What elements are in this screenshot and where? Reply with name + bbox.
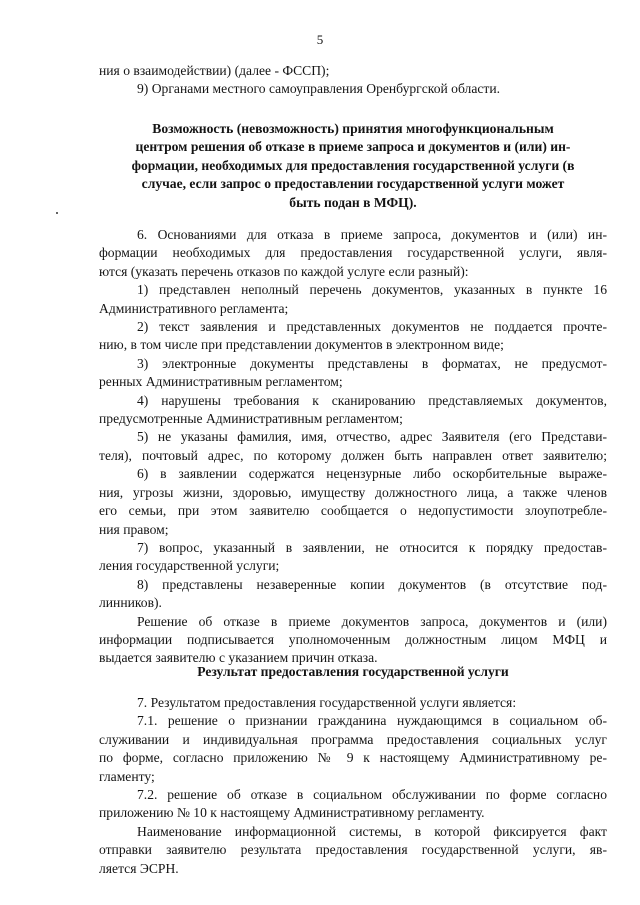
heading-line: быть подан в МФЦ). <box>289 194 417 210</box>
text-line: формации необходимых для предоставления государственной услуги, явля- <box>99 245 607 261</box>
text-line: информации подписывается уполномоченным должностным лицом МФЦ и <box>99 631 607 647</box>
text-line: 7. Результатом предоставления государственной услуги является: <box>137 695 517 710</box>
heading-line: формации, необходимых для предоставления государственной услуги (в <box>131 157 575 173</box>
text-line: служивании и индивидуальная программа предоставления социальных услуг <box>99 731 607 747</box>
text-line: гламенту; <box>99 768 155 784</box>
text-line: приложению № 10 к настоящему Административному регламенту. <box>99 805 485 821</box>
text-line: Административного регламента; <box>99 300 289 316</box>
page-number: 5 <box>316 32 324 47</box>
list-item-7: 7) вопрос, указанный в заявлении, не относится к порядку предостав- <box>137 539 607 555</box>
text-line: выдается заявителю с указанием причин отказа. <box>99 650 378 666</box>
text-line: Решение об отказе в приеме документов запроса, документов и (или) <box>137 613 607 629</box>
heading-line: Возможность (невозможность) принятия многофункциональным <box>152 121 554 136</box>
section-6 <box>99 226 607 668</box>
list-item-4: 4) нарушены требования к сканированию представляемых документов, <box>137 392 607 408</box>
list-item-7-2: 7.2. решение об отказе в социальном обслуживании по форме согласно <box>137 787 607 803</box>
list-item-2: 2) текст заявления и представленных документов не поддается прочте- <box>137 319 607 335</box>
list-item-7-1: 7.1. решение о признании гражданина нуждающимся в социальном об- <box>137 713 607 729</box>
text-line: Наименование информационной системы, в которой фиксируется факт <box>137 823 607 839</box>
text-line: по форме, согласно приложению № 9 к настоящему Административному ре- <box>99 750 607 766</box>
text-line: ния, угрозы жизни, здоровью, имуществу должностного лица, а также членов <box>99 484 607 500</box>
text-line: предусмотренные Административным регламентом; <box>99 411 403 427</box>
text-line: линников). <box>99 595 162 611</box>
list-item-6: 6) в заявлении содержатся нецензурные либо оскорбительные выраже- <box>137 466 607 482</box>
text-line: ляется ЭСРН. <box>99 860 179 876</box>
text-line: ния о взаимодействии) (далее - ФССП); <box>99 63 330 78</box>
text-line: его семьи, при этом заявителю сообщается о недопустимости злоупотребле- <box>99 503 607 519</box>
text-line: 6. Основаниями для отказа в приеме запроса, документов и (или) ин- <box>137 227 607 242</box>
text-line: ния правом; <box>99 521 169 537</box>
heading-line: случае, если запрос о предоставлении государственной услуги может <box>141 176 565 192</box>
text-line: отправки заявителю результата предоставления государственной услуги, яв- <box>99 842 607 858</box>
heading-line: центром решения об отказе в приеме запроса и документов и (или) ин- <box>135 139 571 155</box>
text-line: 9) Органами местного самоуправления Оренбургской области. <box>137 81 501 97</box>
text-line: ются (указать перечень отказов по каждой услуге если разный): <box>99 263 469 279</box>
list-item-1: 1) представлен неполный перечень документов, указанных в пункте 16 <box>137 282 607 298</box>
text-line: теля), почтовый адрес, по которому должен быть направлен ответ заявителю; <box>99 447 607 463</box>
text-line: нию, в том числе при представлении документов в электронном виде; <box>99 337 504 353</box>
scan-speck <box>56 212 58 214</box>
section-7 <box>99 694 607 878</box>
text-line: ренных Административным регламентом; <box>99 374 343 390</box>
list-item-5: 5) не указаны фамилия, имя, отчество, адрес Заявителя (его Представи- <box>137 429 607 445</box>
list-item-8: 8) представлены незаверенные копии документов (в отсутствие под- <box>137 576 607 592</box>
list-item-3: 3) электронные документы представлены в форматах, не предусмот- <box>137 355 607 371</box>
heading-mfc-refusal <box>94 120 612 212</box>
intro-block <box>99 62 607 99</box>
text-line: ления государственной услуги; <box>99 558 280 574</box>
heading-result: Результат предоставления государственной услуги <box>197 664 509 679</box>
